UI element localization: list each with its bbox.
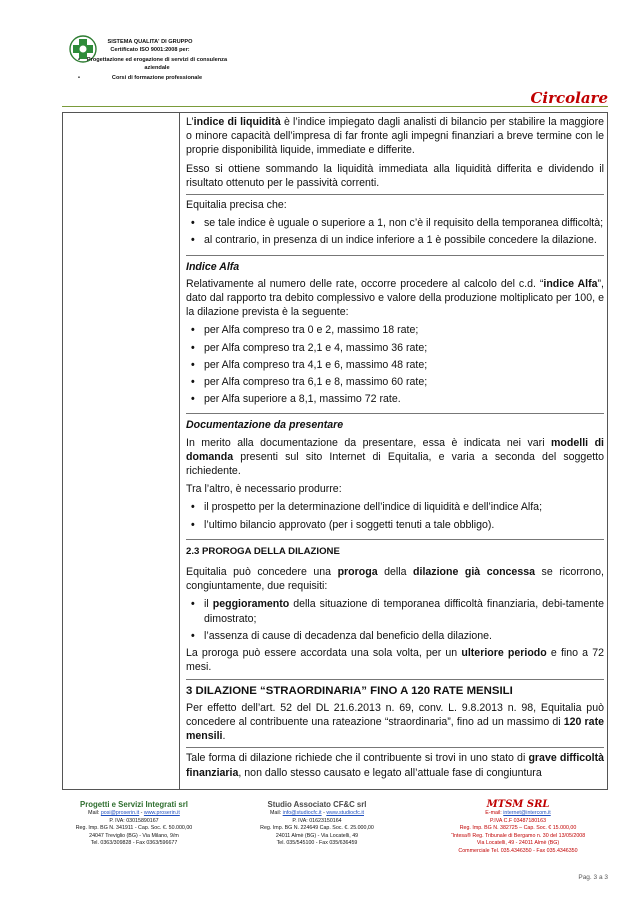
text: è l’indice impiegato dagli analisti di bilancio per stabilire la maggiore o minore capacità dell’impresa di far fronte agli impegni finanziari a breve termine con le proprie disponibilità liquide, immediate e differite. bbox=[186, 116, 604, 157]
list-item: • per Alfa compreso tra 0 e 2, massimo 18 rate; bbox=[186, 323, 604, 337]
paragraph bbox=[186, 701, 604, 744]
paragraph bbox=[186, 565, 604, 593]
list-item: • per Alfa compreso tra 2,1 e 4, massimo 36 rate; bbox=[186, 341, 604, 355]
quality-cert: Certificato ISO 9001:2008 per: bbox=[110, 47, 190, 53]
text: - bbox=[139, 810, 144, 816]
text: Relativamente al numero delle rate, occorre procedere al calcolo del c.d. “ bbox=[186, 277, 544, 290]
text: della situazione di temporanea difficoltà finanziaria, debi-tamente dimostrato; bbox=[204, 598, 604, 625]
text: se ricorrono, congiuntamente, due requisiti: bbox=[186, 566, 604, 593]
content-column bbox=[186, 112, 604, 784]
email-link[interactable]: posi@proserin.it bbox=[100, 810, 140, 816]
contact-line bbox=[54, 810, 214, 818]
bold-text: ulteriore periodo bbox=[461, 647, 547, 660]
footer-company-mtsm bbox=[418, 800, 618, 855]
footer-line: Tel. 0363/309828 - Fax 0363/596677 bbox=[90, 840, 178, 846]
page-number: Pag. 3 a 3 bbox=[578, 874, 608, 881]
bold-text: 120 rate mensili bbox=[186, 715, 604, 743]
quality-certification bbox=[70, 38, 230, 84]
text: Per effetto dell’art. 52 del DL 21.6.2013 n. 69, conv. L. 9.8.2013 n. 98, Equitalia può concedere al contribuente una rateazione “straordinaria”, fino ad un massimo di bbox=[186, 701, 604, 728]
footer-line: P. IVA: 01623150164 bbox=[292, 817, 342, 824]
paragraph bbox=[186, 436, 604, 479]
text: della bbox=[377, 566, 414, 579]
footer-line: 24047 Treviglio (BG) - Via Milano, 9/m bbox=[89, 832, 179, 839]
footer-line: “Intesa® Reg. Tribunale di Bergamo n. 30 del 13/05/2008 bbox=[450, 832, 586, 839]
list-item: • l’ultimo bilancio approvato (per i soggetti tenuti a tale obbligo). bbox=[186, 518, 604, 532]
text: Tale forma di dilazione richiede che il contribuente si trovi in uno stato di bbox=[186, 752, 529, 765]
bold-text: indice di liquidità bbox=[193, 116, 281, 128]
bold-text: grave difficoltà finanziaria bbox=[186, 752, 604, 779]
section-extension bbox=[186, 540, 604, 680]
bold-text: peggioramento bbox=[212, 598, 290, 611]
company-name: MTSM SRL bbox=[486, 799, 550, 810]
section-title: 3 DILAZIONE “STRAORDINARIA” FINO A 120 RATE MENSILI bbox=[186, 684, 513, 697]
paragraph: Esso si ottiene sommando la liquidità immediata alla liquidità differita e dividendo il risultato ottenuto per le passività correnti. bbox=[186, 162, 604, 189]
text: Mail: bbox=[269, 810, 283, 816]
footer-line: Reg. Imp. BG N. 224649 Cap. Soc. €. 25.000,00 bbox=[260, 825, 374, 831]
quality-list bbox=[70, 56, 230, 82]
paragraph bbox=[186, 751, 604, 779]
text: Equitalia può concedere una bbox=[186, 566, 338, 579]
text: . bbox=[222, 730, 226, 743]
bold-text: modelli di domanda bbox=[186, 436, 604, 463]
paragraph bbox=[186, 115, 604, 158]
bold-text: indice Alfa bbox=[543, 277, 598, 290]
section-title: Indice Alfa bbox=[186, 260, 240, 273]
section-documentation bbox=[186, 414, 604, 539]
text: presenti sul sito Internet di Equitalia, e varia a seconda del soggetto richiedente. bbox=[186, 450, 604, 478]
email-link[interactable]: info@studiocfc.it bbox=[282, 810, 322, 816]
list-item: • al contrario, in presenza di un indice inferiore a 1 è possibile concedere la dilazione. bbox=[186, 233, 604, 247]
text: , non dallo stesso causato e legato all’attuale fase di congiuntura bbox=[238, 766, 542, 779]
text: e fino a 72 mesi. bbox=[186, 647, 605, 674]
header-rule bbox=[62, 106, 608, 107]
bold-text: dilazione già concessa bbox=[413, 566, 536, 579]
section-alpha-index bbox=[186, 256, 604, 415]
section-title: Documentazione da presentare bbox=[186, 419, 344, 432]
paragraph bbox=[186, 646, 604, 674]
footer-line: Reg. Imp. BG N. 382725 – Cap. Soc. € 15.000,00 bbox=[459, 825, 577, 831]
footer-line: 24011 Almè (BG) - Via Locatelli, 49 bbox=[275, 832, 359, 839]
footer-line: Commerciale Tel. 035.4346350 - Fax 035.4346350 bbox=[458, 847, 578, 854]
section-liquidity-index bbox=[186, 112, 604, 195]
text: L’ bbox=[186, 116, 194, 128]
text: Mail: bbox=[88, 810, 101, 816]
quality-item: • Corsi di formazione professionale bbox=[70, 74, 230, 82]
bullet-list bbox=[186, 597, 604, 643]
bullet-list bbox=[186, 216, 604, 247]
text: E-mail: bbox=[485, 810, 504, 816]
bullet-list bbox=[186, 500, 604, 531]
column-divider bbox=[179, 112, 180, 790]
contact-line bbox=[232, 810, 402, 818]
footer-line: P.IVA C.F 03487180163 bbox=[489, 817, 547, 824]
quality-title: SISTEMA QUALITA' DI GRUPPO bbox=[107, 39, 193, 45]
footer-line: P. IVA: 03015890167 bbox=[109, 817, 159, 824]
list-item: • il prospetto per la determinazione dell’indice di liquidità e dell’indice Alfa; bbox=[186, 500, 604, 514]
paragraph bbox=[186, 277, 604, 320]
bullet-list bbox=[186, 323, 604, 406]
list-item: • se tale indice è uguale o superiore a 1, non c’è il requisito della temporanea difficoltà; bbox=[186, 216, 604, 230]
text: - bbox=[321, 810, 327, 816]
list-item: • per Alfa compreso tra 6,1 e 8, massimo 60 rate; bbox=[186, 375, 604, 389]
quality-item: • Progettazione ed erogazione di servizi di consulenza aziendale bbox=[70, 56, 230, 72]
text: La proroga può essere accordata una sola volta, per un bbox=[186, 647, 462, 660]
company-name: Studio Associato CF&C srl bbox=[267, 800, 367, 809]
email-link[interactable]: internet@intercom.it bbox=[503, 810, 551, 816]
footer-company-cfc bbox=[232, 800, 402, 848]
footer-line: Reg. Imp. BG N. 341911 - Cap. Soc. €. 50.000,00 bbox=[75, 825, 193, 831]
paragraph: Tra l’altro, è necessario produrre: bbox=[186, 483, 342, 496]
list-item: • per Alfa compreso tra 4,1 e 6, massimo 48 rate; bbox=[186, 358, 604, 372]
section-equitalia-clarifies bbox=[186, 195, 604, 256]
text: In merito alla documentazione da presentare, essa è indicata nei vari bbox=[186, 436, 552, 449]
list-item: • l’assenza di cause di decadenza dal beneficio della dilazione. bbox=[186, 629, 604, 643]
company-name: Progetti e Servizi Integrati srl bbox=[80, 800, 188, 809]
list-item: • per Alfa superiore a 8,1, massimo 72 rate. bbox=[186, 392, 604, 406]
website-link[interactable]: www.proserin.it bbox=[143, 810, 180, 816]
website-link[interactable]: www.studiocfc.it bbox=[326, 810, 364, 816]
section-requirements bbox=[186, 748, 604, 783]
list-item bbox=[186, 597, 604, 625]
circolare-heading: Circolare bbox=[530, 89, 608, 107]
section-extraordinary-installments bbox=[186, 680, 604, 749]
footer-company-proserin bbox=[54, 800, 214, 848]
footer-line: Tel. 035/545100 - Fax 035/636459 bbox=[276, 840, 358, 846]
paragraph: Equitalia precisa che: bbox=[186, 199, 287, 212]
footer-line: Via Locatelli, 49 - 24011 Almè (BG) bbox=[476, 840, 560, 846]
bold-text: proroga bbox=[337, 566, 378, 579]
text: ”, dato dal rapporto tra debito complessivo e valore della produzione moltiplicato per 100, e la dilazione prevista è la seguente: bbox=[186, 277, 604, 319]
contact-line bbox=[418, 810, 618, 818]
section-title: 2.3 PROROGA DELLA DILAZIONE bbox=[186, 545, 340, 557]
text: il bbox=[204, 598, 213, 611]
